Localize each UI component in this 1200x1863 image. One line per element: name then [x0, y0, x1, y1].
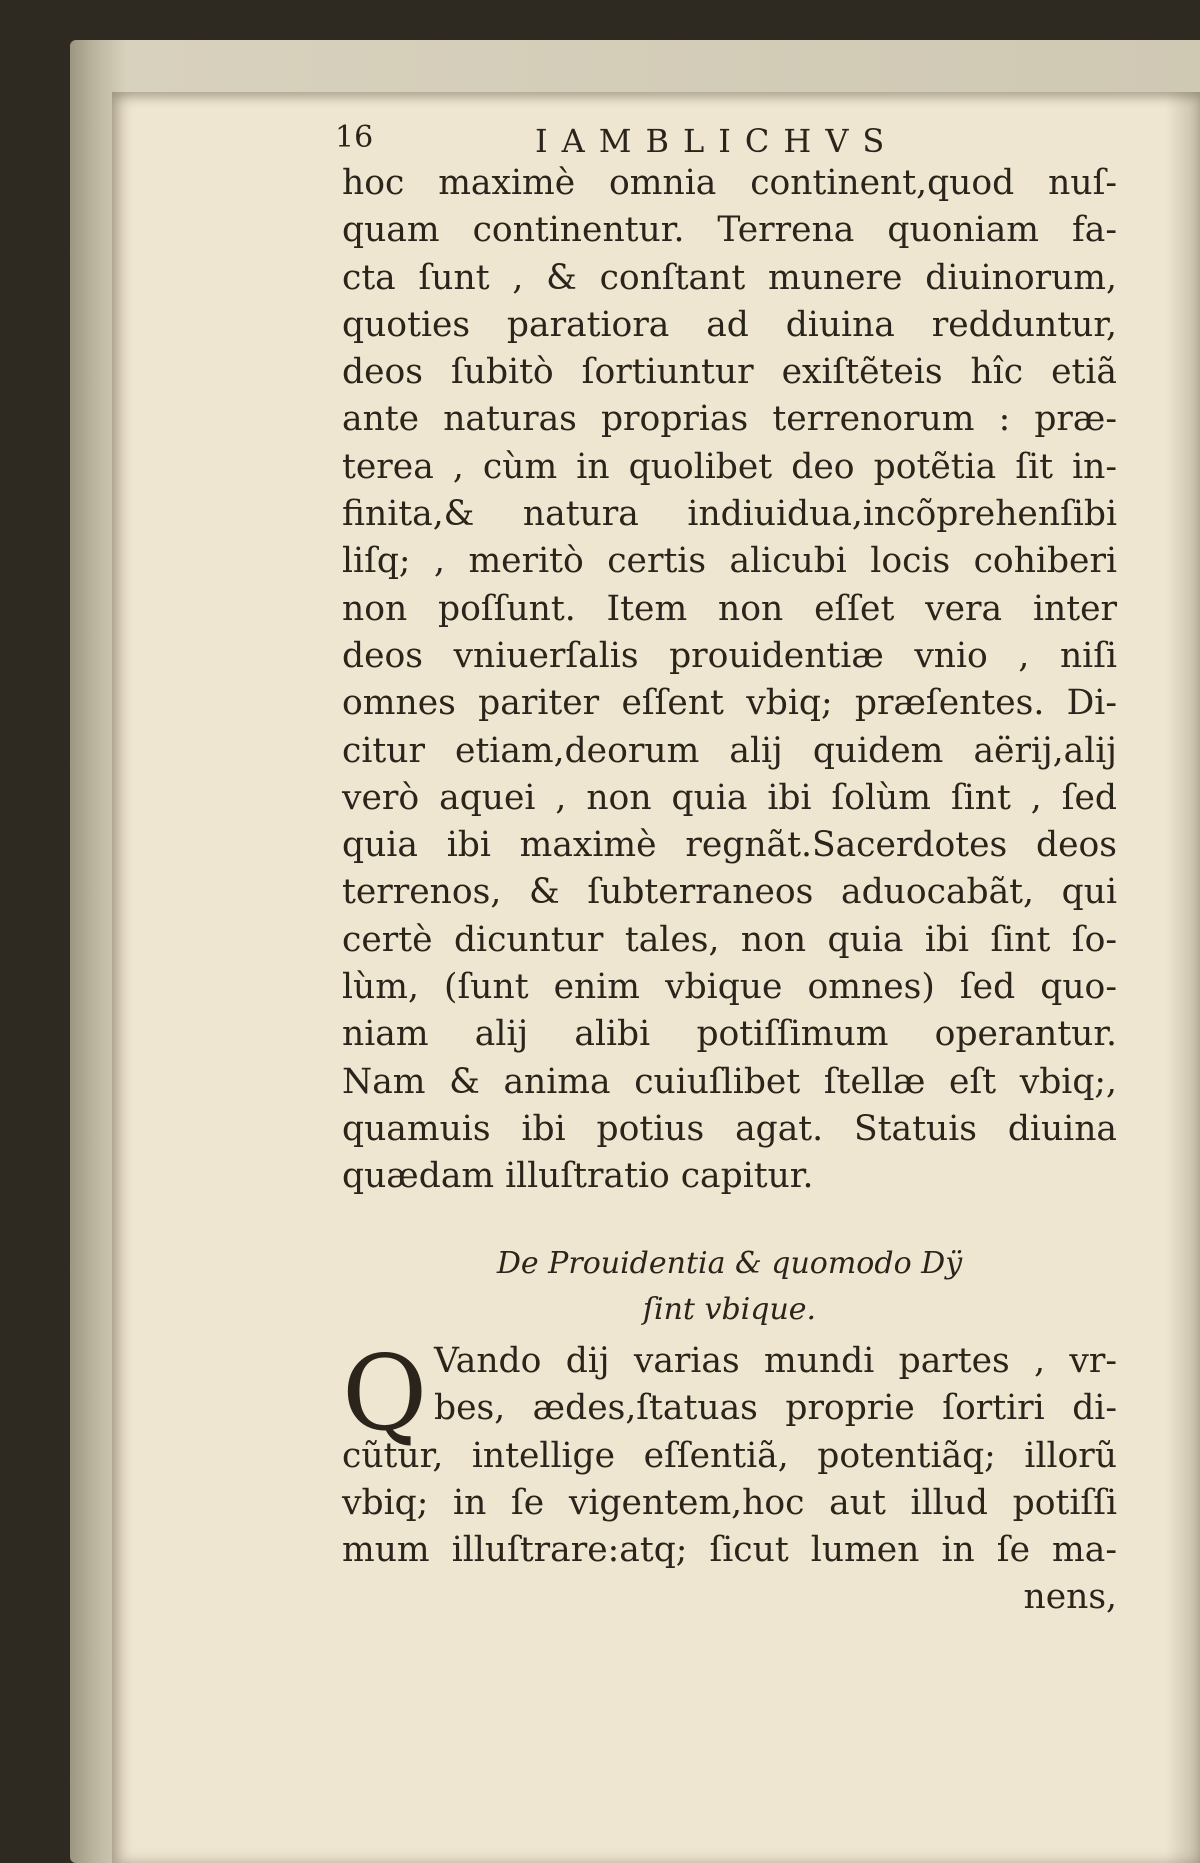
- text-line: quam continentur. Terrena quoniam fa-: [342, 210, 1117, 251]
- text-line: certè dicuntur tales, non quia ibi ſint ſo-: [342, 919, 1117, 960]
- section-heading-line-1: De Prouidentia & quomodo Dÿ: [496, 1246, 963, 1281]
- text-line: vbiq; in ſe vigentem,hoc aut illud potiſſi: [342, 1482, 1117, 1523]
- text-line: mum illuſtrare:atq; ſicut lumen in ſe ma-: [342, 1530, 1117, 1571]
- drop-cap: Q: [342, 1332, 428, 1454]
- section-heading-line-2: ſint vbique.: [642, 1292, 817, 1327]
- text-line: hoc maximè omnia continent,quod nuſ-: [342, 163, 1117, 203]
- text-line: terea , cùm in quolibet deo potẽtia ſit in-: [342, 446, 1117, 487]
- text-line: omnes pariter eſſent vbiq; præſentes. Di-: [342, 683, 1117, 724]
- page-number: 16: [335, 120, 374, 155]
- text-line: cta ſunt , & conſtant munere diuinorum,: [342, 257, 1117, 298]
- running-head: [335, 120, 1125, 160]
- text-line: bes, ædes,ſtatuas proprie ſortiri di-: [434, 1388, 1117, 1429]
- text-line: quædam illuſtratio capitur.: [342, 1156, 814, 1197]
- paragraph-2: [342, 1332, 1117, 1622]
- text-line: quamuis ibi potius agat. Statuis diuina: [342, 1108, 1117, 1149]
- text-line: quia ibi maximè regnãt.Sacerdotes deos: [342, 825, 1117, 866]
- paragraph-1: [342, 160, 1117, 1201]
- text-line: Vando dij varias mundi partes , vr-: [434, 1341, 1117, 1381]
- text-line: cũtur, intellige eſſentiã, potentiãq; illorũ: [342, 1435, 1117, 1476]
- text-line: finita,& natura indiuidua,incõprehenſibi: [342, 494, 1117, 535]
- text-line: verò aquei , non quia ibi ſolùm ſint , ſed: [342, 777, 1117, 818]
- running-title: IAMBLICHVS: [535, 122, 899, 160]
- text-line: deos vniuerſalis prouidentiæ vnio , niſi: [342, 635, 1117, 676]
- text-line: niam alij alibi potiſſimum operantur.: [342, 1014, 1117, 1055]
- text-line: liſq; , meritò certis alicubi locis cohiberi: [342, 541, 1117, 582]
- text-line: ante naturas proprias terrenorum : præ-: [342, 399, 1117, 440]
- text-line: deos ſubitò ſortiuntur exiſtẽteis hîc etiã: [342, 352, 1117, 393]
- text-line: citur etiam,deorum alij quidem aërij,alij: [342, 730, 1117, 771]
- text-line: terrenos, & ſubterraneos aduocabãt, qui: [342, 872, 1117, 913]
- catchword: nens,: [1023, 1577, 1117, 1618]
- text-line: non poſſunt. Item non eſſet vera inter: [342, 588, 1117, 629]
- text-line: quoties paratiora ad diuina redduntur,: [342, 304, 1117, 345]
- text-line: lùm, (ſunt enim vbique omnes) ſed quo-: [342, 967, 1117, 1008]
- text-line: Nam & anima cuiuſlibet ſtellæ eſt vbiq;,: [342, 1061, 1117, 1102]
